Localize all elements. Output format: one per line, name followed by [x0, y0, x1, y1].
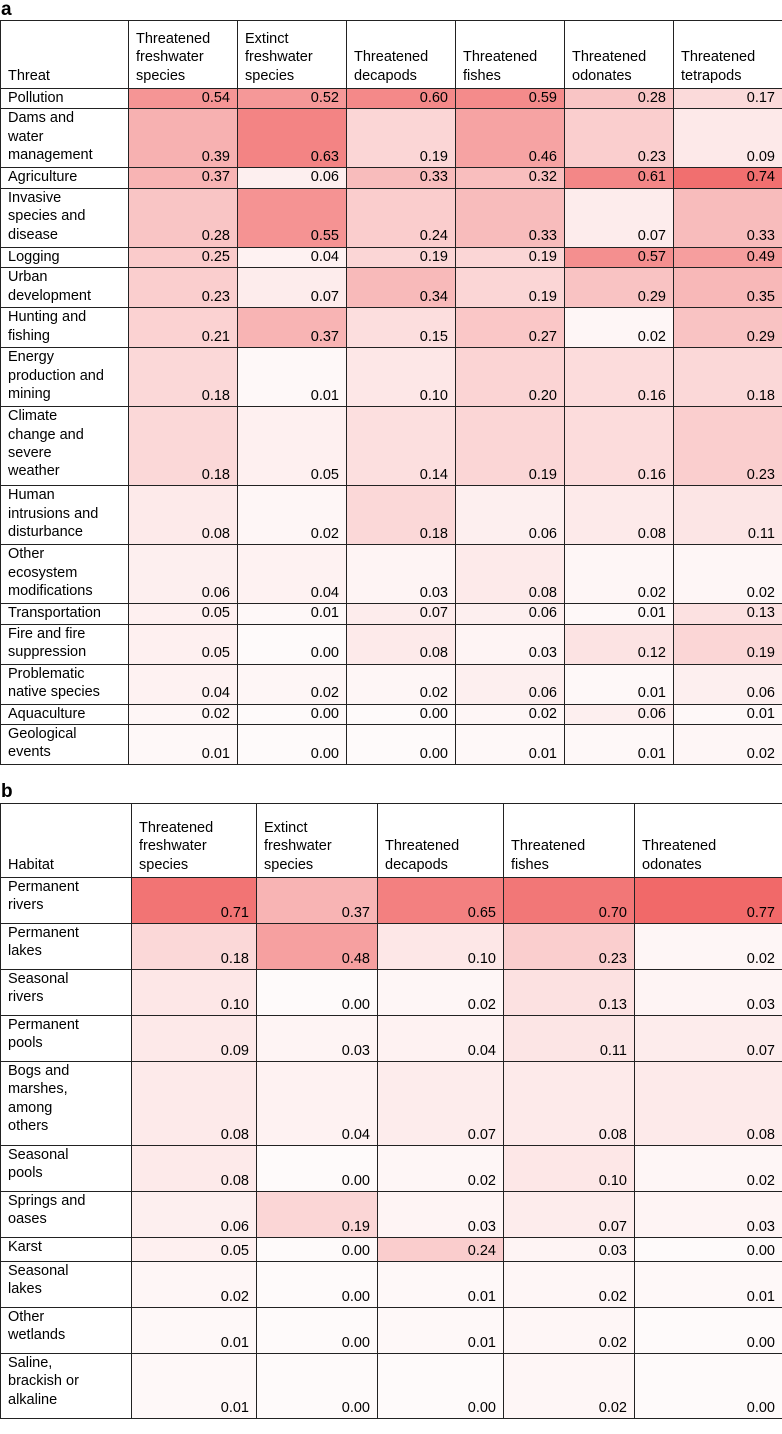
- heat-cell: 0.19: [456, 247, 565, 267]
- heat-cell: 0.06: [132, 1192, 257, 1238]
- heat-cell: 0.02: [504, 1308, 635, 1354]
- heat-cell: 0.09: [132, 1016, 257, 1062]
- heat-cell: 0.01: [674, 704, 782, 724]
- heat-cell: 0.13: [674, 604, 782, 624]
- table-row: [1, 168, 782, 188]
- heat-cell: 0.33: [456, 188, 565, 247]
- heat-cell: 0.06: [456, 664, 565, 704]
- heat-cell: 0.14: [347, 407, 456, 486]
- heat-cell: 0.00: [238, 624, 347, 664]
- heat-cell: 0.34: [347, 268, 456, 308]
- heat-cell: 0.07: [565, 188, 674, 247]
- heat-cell: 0.24: [378, 1238, 504, 1262]
- table-row: [1, 1262, 782, 1308]
- heat-cell: 0.00: [378, 1354, 504, 1419]
- table-row: [1, 109, 782, 168]
- column-header: Extinct freshwater species: [257, 804, 378, 878]
- row-label: Transportation: [1, 604, 129, 624]
- heat-cell: 0.02: [565, 545, 674, 604]
- heat-cell: 0.29: [674, 308, 782, 348]
- heat-cell: 0.23: [674, 407, 782, 486]
- heat-cell: 0.10: [504, 1146, 635, 1192]
- heat-cell: 0.01: [378, 1308, 504, 1354]
- heat-cell: 0.25: [129, 247, 238, 267]
- heat-cell: 0.02: [504, 1354, 635, 1419]
- heat-cell: 0.02: [674, 545, 782, 604]
- heat-cell: 0.74: [674, 168, 782, 188]
- table-row: [1, 1354, 782, 1419]
- heat-cell: 0.01: [565, 604, 674, 624]
- heat-cell: 0.07: [347, 604, 456, 624]
- heat-cell: 0.37: [238, 308, 347, 348]
- row-label: Other ecosystem modifications: [1, 545, 129, 604]
- table-row: [1, 348, 782, 407]
- heat-cell: 0.29: [565, 268, 674, 308]
- heat-cell: 0.77: [635, 878, 782, 924]
- heat-cell: 0.01: [238, 348, 347, 407]
- row-label: Fire and fire suppression: [1, 624, 129, 664]
- heat-cell: 0.02: [132, 1262, 257, 1308]
- row-label: Invasive species and disease: [1, 188, 129, 247]
- row-label: Dams and water management: [1, 109, 129, 168]
- heat-cell: 0.02: [129, 704, 238, 724]
- heat-cell: 0.10: [347, 348, 456, 407]
- heat-cell: 0.01: [238, 604, 347, 624]
- heat-cell: 0.19: [347, 247, 456, 267]
- heat-cell: 0.18: [674, 348, 782, 407]
- heat-cell: 0.00: [238, 704, 347, 724]
- row-label: Other wetlands: [1, 1308, 132, 1354]
- heat-cell: 0.63: [238, 109, 347, 168]
- table-row: [1, 308, 782, 348]
- heat-cell: 0.00: [635, 1308, 782, 1354]
- table-row: [1, 188, 782, 247]
- heat-cell: 0.06: [238, 168, 347, 188]
- heat-cell: 0.39: [129, 109, 238, 168]
- heat-cell: 0.02: [504, 1262, 635, 1308]
- heat-cell: 0.06: [565, 704, 674, 724]
- heat-cell: 0.19: [456, 407, 565, 486]
- heat-cell: 0.15: [347, 308, 456, 348]
- heat-cell: 0.24: [347, 188, 456, 247]
- table-row: [1, 924, 782, 970]
- row-label: Karst: [1, 1238, 132, 1262]
- column-header: Threatened fishes: [456, 21, 565, 89]
- row-label: Bogs and marshes, among others: [1, 1062, 132, 1146]
- heat-cell: 0.01: [132, 1308, 257, 1354]
- heat-cell: 0.05: [132, 1238, 257, 1262]
- heat-cell: 0.08: [635, 1062, 782, 1146]
- heat-cell: 0.18: [347, 486, 456, 545]
- heat-cell: 0.08: [504, 1062, 635, 1146]
- row-label: Hunting and fishing: [1, 308, 129, 348]
- heat-cell: 0.08: [132, 1062, 257, 1146]
- corner-header: Threat: [1, 21, 129, 89]
- heat-cell: 0.19: [674, 624, 782, 664]
- heat-cell: 0.18: [129, 348, 238, 407]
- row-label: Geological events: [1, 725, 129, 765]
- heat-cell: 0.01: [635, 1262, 782, 1308]
- heat-cell: 0.00: [238, 725, 347, 765]
- heat-cell: 0.27: [456, 308, 565, 348]
- heat-cell: 0.05: [129, 604, 238, 624]
- row-label: Springs and oases: [1, 1192, 132, 1238]
- heat-cell: 0.28: [129, 188, 238, 247]
- heat-cell: 0.01: [129, 725, 238, 765]
- table-row: [1, 604, 782, 624]
- panel-a-label: a: [1, 0, 12, 20]
- heat-cell: 0.10: [378, 924, 504, 970]
- heat-cell: 0.49: [674, 247, 782, 267]
- table-row: [1, 1146, 782, 1192]
- heat-cell: 0.00: [257, 1262, 378, 1308]
- heat-cell: 0.18: [132, 924, 257, 970]
- heat-cell: 0.04: [238, 247, 347, 267]
- heat-cell: 0.00: [257, 1146, 378, 1192]
- heat-cell: 0.01: [132, 1354, 257, 1419]
- table-row: [1, 1308, 782, 1354]
- row-label: Energy production and mining: [1, 348, 129, 407]
- heat-cell: 0.23: [504, 924, 635, 970]
- table-row: [1, 545, 782, 604]
- heat-cell: 0.19: [347, 109, 456, 168]
- row-label: Agriculture: [1, 168, 129, 188]
- heat-cell: 0.04: [129, 664, 238, 704]
- table-row: [1, 704, 782, 724]
- heat-cell: 0.01: [456, 725, 565, 765]
- heat-cell: 0.37: [129, 168, 238, 188]
- heat-cell: 0.08: [129, 486, 238, 545]
- heat-cell: 0.07: [378, 1062, 504, 1146]
- habitat-header-row: [1, 804, 782, 878]
- heat-cell: 0.70: [504, 878, 635, 924]
- table-row: [1, 1016, 782, 1062]
- column-header: Threatened freshwater species: [129, 21, 238, 89]
- row-label: Permanent lakes: [1, 924, 132, 970]
- heat-cell: 0.01: [565, 725, 674, 765]
- heat-cell: 0.06: [129, 545, 238, 604]
- row-label: Seasonal rivers: [1, 970, 132, 1016]
- heat-cell: 0.35: [674, 268, 782, 308]
- heat-cell: 0.05: [238, 407, 347, 486]
- heat-cell: 0.02: [378, 1146, 504, 1192]
- heat-cell: 0.06: [456, 486, 565, 545]
- row-label: Urban development: [1, 268, 129, 308]
- heat-cell: 0.00: [635, 1354, 782, 1419]
- heat-cell: 0.04: [257, 1062, 378, 1146]
- heat-cell: 0.04: [238, 545, 347, 604]
- heat-cell: 0.03: [257, 1016, 378, 1062]
- heat-cell: 0.12: [565, 624, 674, 664]
- heat-cell: 0.18: [129, 407, 238, 486]
- heat-cell: 0.02: [238, 486, 347, 545]
- table-row: [1, 624, 782, 664]
- heat-cell: 0.00: [257, 970, 378, 1016]
- heat-cell: 0.08: [565, 486, 674, 545]
- heat-cell: 0.01: [565, 664, 674, 704]
- table-row: [1, 247, 782, 267]
- table-row: [1, 970, 782, 1016]
- column-header: Threatened decapods: [347, 21, 456, 89]
- heat-cell: 0.08: [132, 1146, 257, 1192]
- row-label: Human intrusions and disturbance: [1, 486, 129, 545]
- table-row: [1, 1062, 782, 1146]
- table-row: [1, 407, 782, 486]
- heat-cell: 0.52: [238, 89, 347, 109]
- heat-cell: 0.13: [504, 970, 635, 1016]
- heat-cell: 0.01: [378, 1262, 504, 1308]
- heat-cell: 0.54: [129, 89, 238, 109]
- heat-cell: 0.59: [456, 89, 565, 109]
- heat-cell: 0.02: [456, 704, 565, 724]
- row-label: Permanent pools: [1, 1016, 132, 1062]
- heat-cell: 0.06: [456, 604, 565, 624]
- heat-cell: 0.16: [565, 348, 674, 407]
- heat-cell: 0.60: [347, 89, 456, 109]
- heat-cell: 0.48: [257, 924, 378, 970]
- heat-cell: 0.00: [635, 1238, 782, 1262]
- heat-cell: 0.03: [456, 624, 565, 664]
- heat-cell: 0.00: [257, 1354, 378, 1419]
- row-label: Logging: [1, 247, 129, 267]
- heat-cell: 0.08: [347, 624, 456, 664]
- heat-cell: 0.03: [504, 1238, 635, 1262]
- row-label: Saline, brackish or alkaline: [1, 1354, 132, 1419]
- threat-header-row: [1, 21, 782, 89]
- column-header: Extinct freshwater species: [238, 21, 347, 89]
- habitat-heatmap-table: [0, 803, 782, 1419]
- heat-cell: 0.03: [635, 970, 782, 1016]
- heat-cell: 0.16: [565, 407, 674, 486]
- column-header: Threatened odonates: [565, 21, 674, 89]
- threat-heatmap-table: [0, 20, 782, 765]
- heat-cell: 0.02: [635, 924, 782, 970]
- heat-cell: 0.32: [456, 168, 565, 188]
- table-row: [1, 268, 782, 308]
- heat-cell: 0.03: [347, 545, 456, 604]
- heat-cell: 0.05: [129, 624, 238, 664]
- heat-cell: 0.07: [238, 268, 347, 308]
- heat-cell: 0.11: [504, 1016, 635, 1062]
- heat-cell: 0.33: [674, 188, 782, 247]
- heat-cell: 0.08: [456, 545, 565, 604]
- table-row: [1, 1192, 782, 1238]
- row-label: Pollution: [1, 89, 129, 109]
- heat-cell: 0.03: [378, 1192, 504, 1238]
- table-row: [1, 725, 782, 765]
- row-label: Climate change and severe weather: [1, 407, 129, 486]
- heat-cell: 0.61: [565, 168, 674, 188]
- heat-cell: 0.28: [565, 89, 674, 109]
- heat-cell: 0.02: [378, 970, 504, 1016]
- heat-cell: 0.06: [674, 664, 782, 704]
- column-header: Threatened odonates: [635, 804, 782, 878]
- heat-cell: 0.23: [129, 268, 238, 308]
- heat-cell: 0.07: [635, 1016, 782, 1062]
- heat-cell: 0.11: [674, 486, 782, 545]
- table-row: [1, 664, 782, 704]
- heat-cell: 0.02: [674, 725, 782, 765]
- row-label: Aquaculture: [1, 704, 129, 724]
- table-row: [1, 878, 782, 924]
- heat-cell: 0.23: [565, 109, 674, 168]
- heat-cell: 0.02: [347, 664, 456, 704]
- heat-cell: 0.03: [635, 1192, 782, 1238]
- heat-cell: 0.00: [257, 1308, 378, 1354]
- column-header: Threatened freshwater species: [132, 804, 257, 878]
- heat-cell: 0.57: [565, 247, 674, 267]
- panel-b-label: b: [1, 781, 13, 802]
- heat-cell: 0.21: [129, 308, 238, 348]
- heat-cell: 0.19: [456, 268, 565, 308]
- heat-cell: 0.65: [378, 878, 504, 924]
- heat-cell: 0.00: [347, 725, 456, 765]
- heat-cell: 0.10: [132, 970, 257, 1016]
- heat-cell: 0.55: [238, 188, 347, 247]
- heat-cell: 0.19: [257, 1192, 378, 1238]
- column-header: Threatened tetrapods: [674, 21, 782, 89]
- heat-cell: 0.37: [257, 878, 378, 924]
- heat-cell: 0.02: [565, 308, 674, 348]
- row-label: Seasonal pools: [1, 1146, 132, 1192]
- heat-cell: 0.09: [674, 109, 782, 168]
- corner-header: Habitat: [1, 804, 132, 878]
- table-row: [1, 1238, 782, 1262]
- heat-cell: 0.00: [257, 1238, 378, 1262]
- heat-cell: 0.00: [347, 704, 456, 724]
- heat-cell: 0.20: [456, 348, 565, 407]
- row-label: Seasonal lakes: [1, 1262, 132, 1308]
- heat-cell: 0.33: [347, 168, 456, 188]
- heat-cell: 0.02: [635, 1146, 782, 1192]
- heat-cell: 0.46: [456, 109, 565, 168]
- heat-cell: 0.07: [504, 1192, 635, 1238]
- column-header: Threatened fishes: [504, 804, 635, 878]
- heat-cell: 0.04: [378, 1016, 504, 1062]
- heat-cell: 0.17: [674, 89, 782, 109]
- heat-cell: 0.02: [238, 664, 347, 704]
- table-row: [1, 486, 782, 545]
- table-row: [1, 89, 782, 109]
- heat-cell: 0.71: [132, 878, 257, 924]
- column-header: Threatened decapods: [378, 804, 504, 878]
- row-label: Permanent rivers: [1, 878, 132, 924]
- row-label: Problematic native species: [1, 664, 129, 704]
